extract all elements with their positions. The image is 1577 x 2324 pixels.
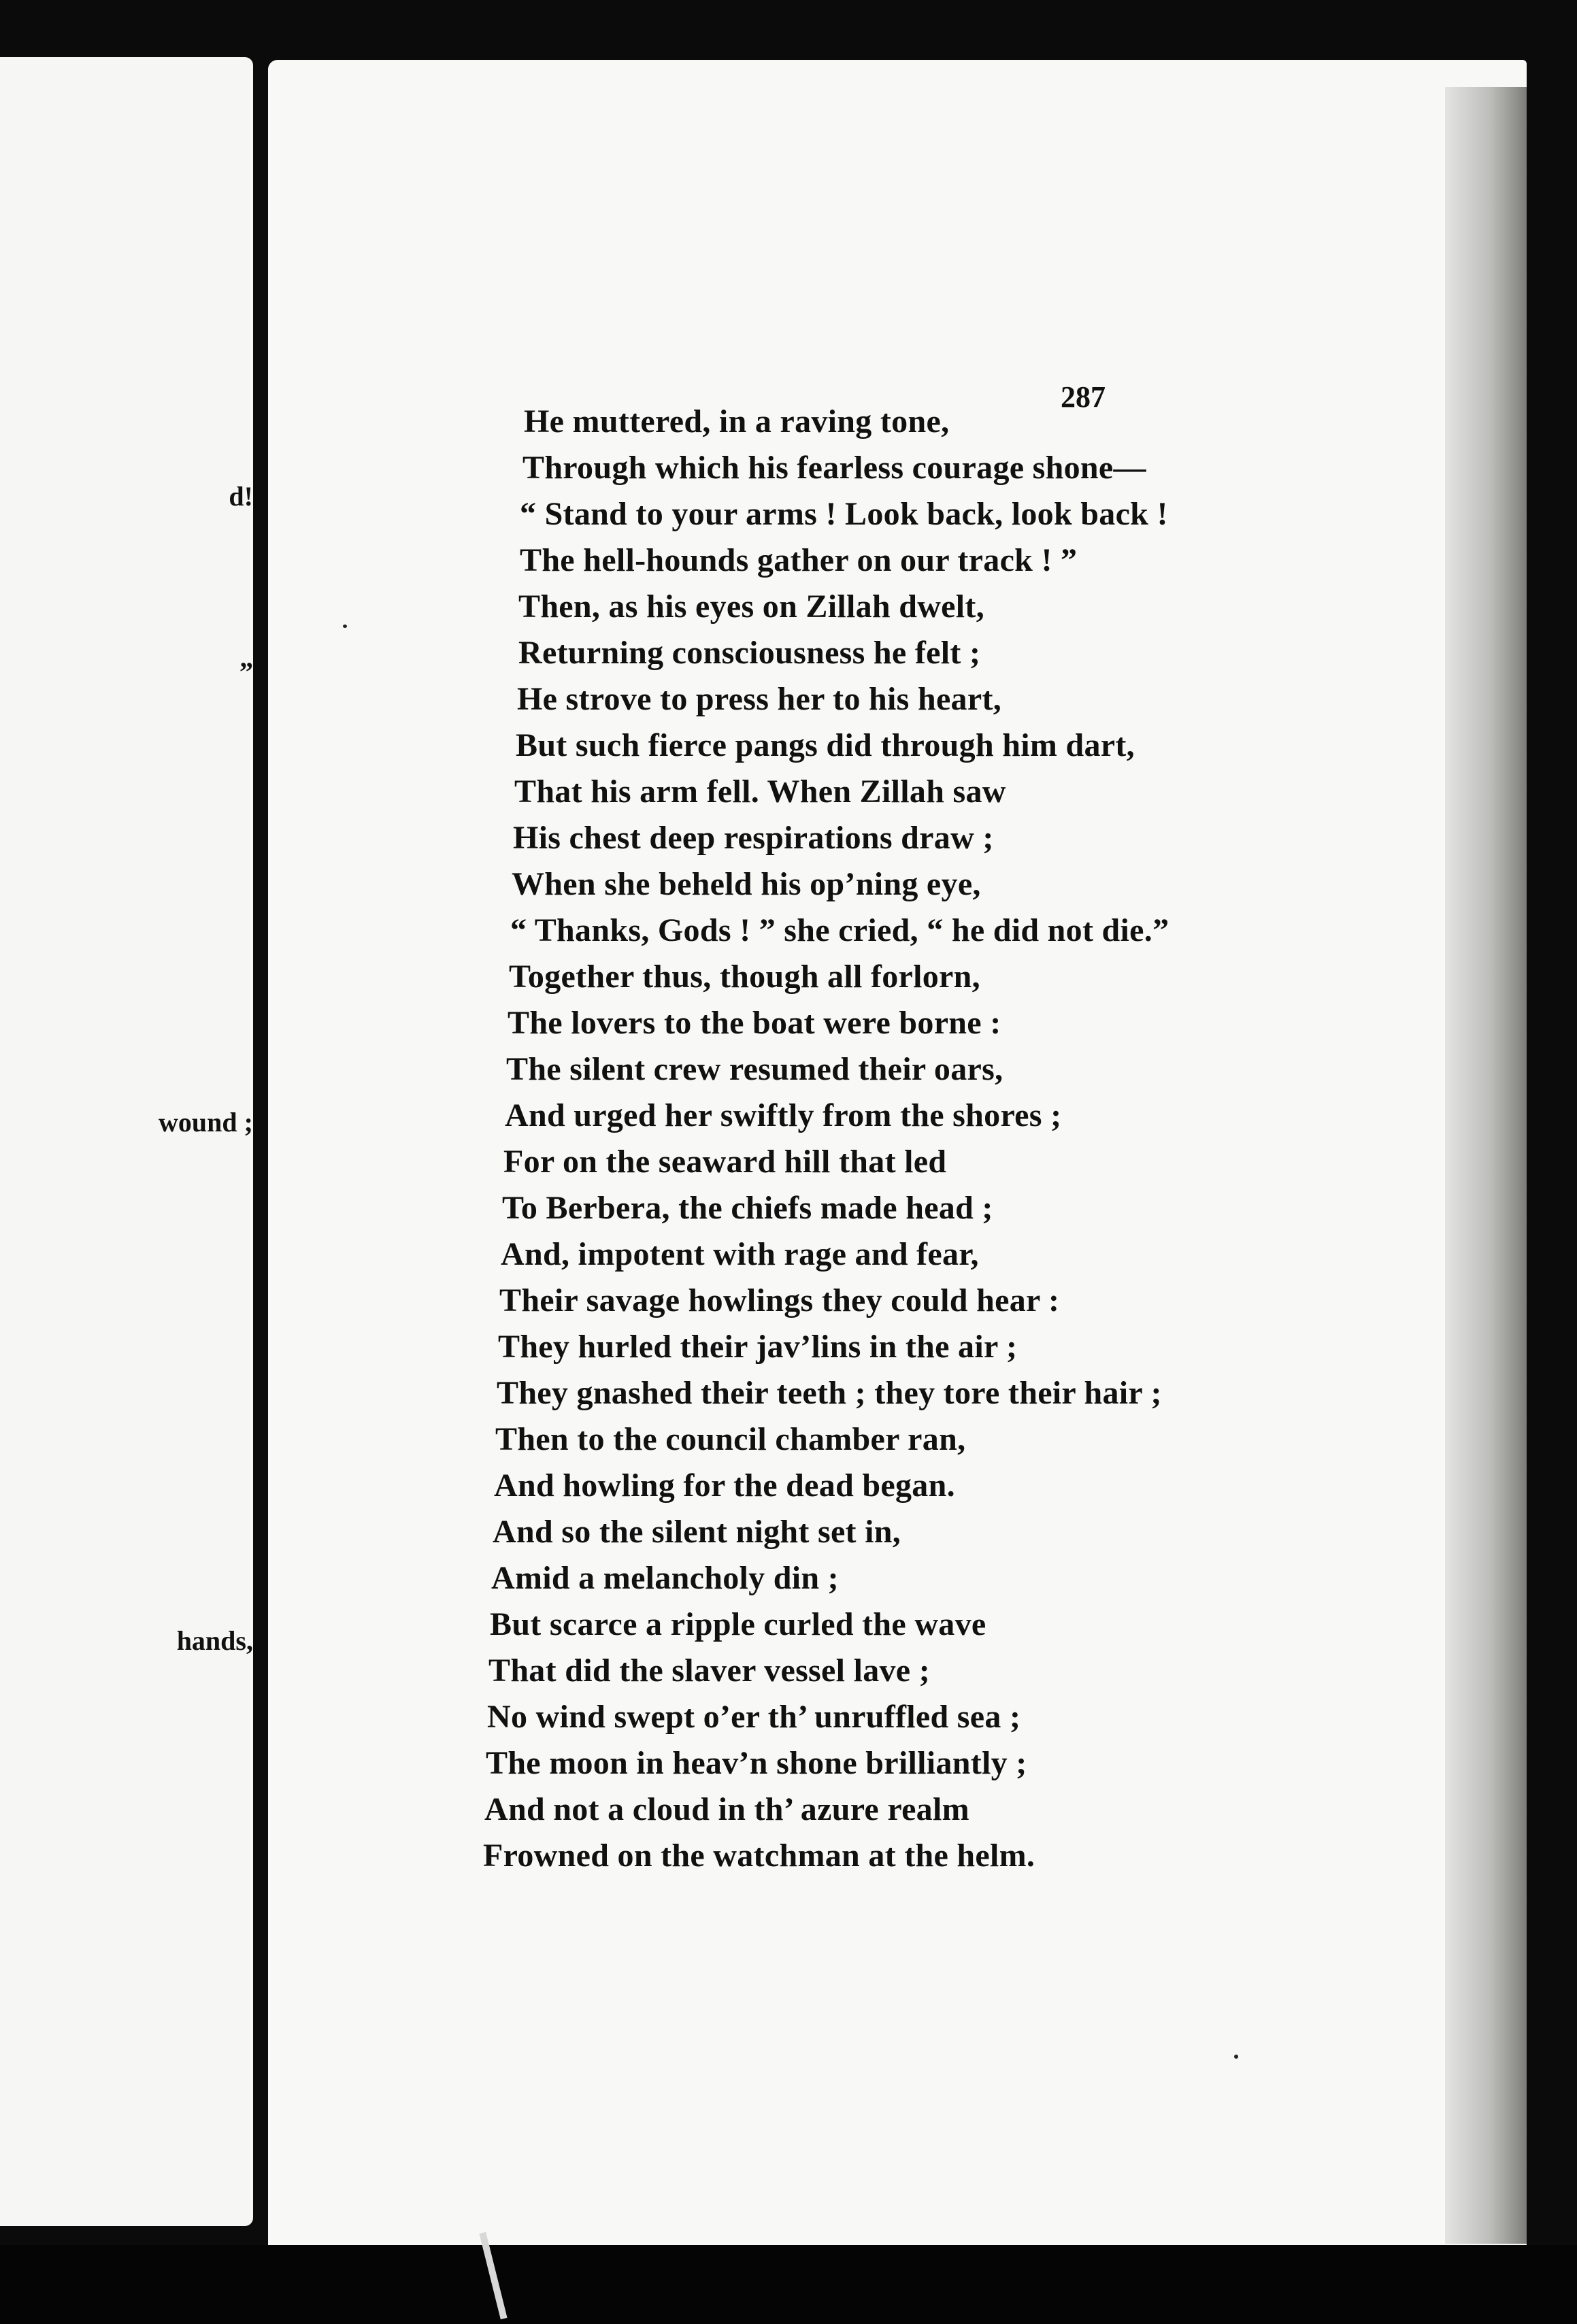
poem-line: To Berbera, the chiefs made head ; — [502, 1190, 993, 1226]
poem-line: “ Stand to your arms ! Look back, look back ! — [520, 496, 1168, 532]
poem-line: And howling for the dead began. — [494, 1467, 955, 1504]
poem-line: The silent crew resumed their oars, — [506, 1051, 1003, 1087]
poem-line: He muttered, in a raving tone, — [524, 403, 950, 439]
poem-line: That his arm fell. When Zillah saw — [514, 774, 1006, 810]
poem-line: He strove to press her to his heart, — [517, 681, 1002, 717]
poem-line: Then, as his eyes on Zillah dwelt, — [518, 588, 984, 625]
left-page-fragment: hands, — [176, 1625, 253, 1656]
page-edge — [1445, 87, 1527, 2244]
poem-line: Frowned on the watchman at the helm. — [483, 1838, 1035, 1874]
left-page-fragment: ” — [239, 657, 253, 687]
poem-line: Then to the council chamber ran, — [495, 1421, 966, 1457]
poem-line: The moon in heav’n shone brilliantly ; — [486, 1745, 1027, 1781]
page-number: 287 — [1061, 380, 1106, 414]
poem-line: They gnashed their teeth ; they tore their hair ; — [497, 1375, 1162, 1411]
poem-line: But such fierce pangs did through him dart, — [516, 727, 1135, 763]
poem-line: And urged her swiftly from the shores ; — [505, 1097, 1062, 1133]
poem-line: “ Thanks, Gods ! ” she cried, “ he did not die.” — [510, 912, 1169, 948]
poem-line: That did the slaver vessel lave ; — [488, 1653, 930, 1689]
ink-speck — [343, 625, 347, 628]
poem-line: And so the silent night set in, — [493, 1514, 901, 1550]
poem-line: Returning consciousness he felt ; — [518, 635, 981, 671]
poem-line: And not a cloud in th’ azure realm — [484, 1791, 969, 1827]
left-page-fragment: wound ; — [159, 1107, 253, 1138]
poem-line: No wind swept o’er th’ unruffled sea ; — [487, 1699, 1021, 1735]
poem-line: But scarce a ripple curled the wave — [490, 1606, 986, 1642]
poem-line: Through which his fearless courage shone— — [522, 450, 1146, 486]
left-page — [0, 57, 253, 2226]
poem-line: Together thus, though all forlorn, — [509, 959, 980, 995]
poem-line: And, impotent with rage and fear, — [501, 1236, 979, 1272]
left-page-fragment: d! — [229, 481, 253, 512]
poem-line: They hurled their jav’lins in the air ; — [498, 1329, 1018, 1365]
ink-speck — [1234, 2055, 1238, 2059]
scan-background — [0, 2245, 1577, 2324]
poem-line: His chest deep respirations draw ; — [513, 820, 994, 856]
poem-line: The hell-hounds gather on our track ! ” — [520, 542, 1078, 578]
poem-line: When she beheld his op’ning eye, — [512, 866, 981, 902]
poem-line: Amid a melancholy din ; — [491, 1560, 839, 1596]
poem-line: For on the seaward hill that led — [503, 1144, 947, 1180]
poem-line: Their savage howlings they could hear : — [499, 1282, 1060, 1318]
poem-line: The lovers to the boat were borne : — [508, 1005, 1001, 1041]
